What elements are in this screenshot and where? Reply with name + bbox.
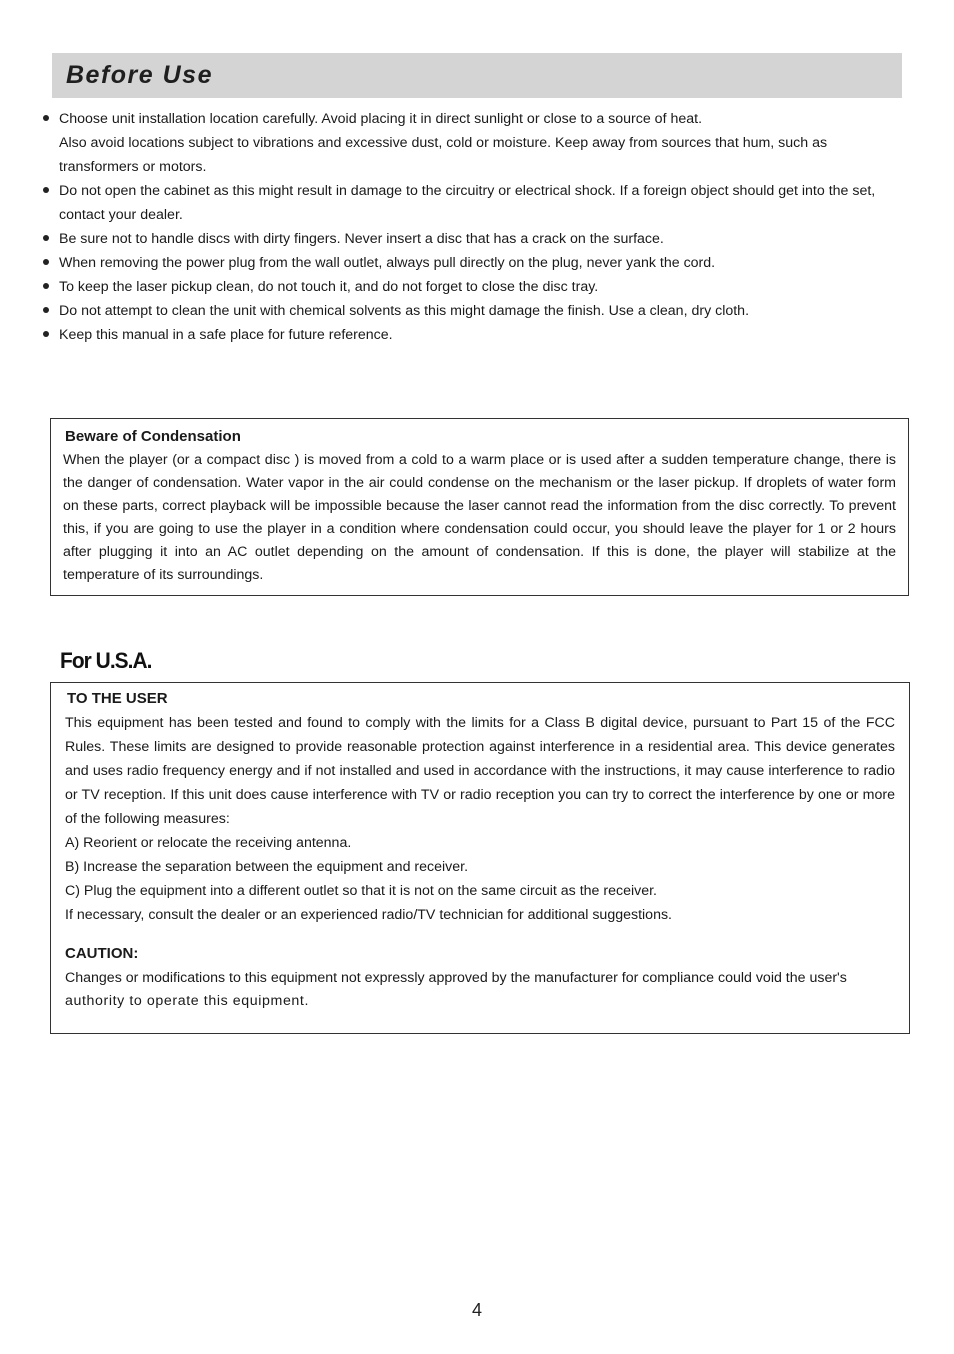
list-item-text: Do not open the cabinet as this might result in damage to the circuitry or electrical shock. If a foreign object should get into the set, contact your dealer.: [59, 183, 876, 223]
bullet-icon: [43, 115, 49, 121]
precautions-list: [40, 107, 900, 347]
list-item: [40, 251, 900, 275]
list-item: [40, 275, 900, 299]
bullet-icon: [43, 187, 49, 193]
to-the-user-title: TO THE USER: [67, 690, 168, 707]
list-item-continuation: Also avoid locations subject to vibrations and excessive dust, cold or moisture. Keep away from sources that hum, such as transformers or motors.: [59, 135, 828, 175]
fcc-notice: [50, 682, 910, 1034]
page-number: 4: [471, 1300, 482, 1320]
measure-item: C) Plug the equipment into a different outlet so that it is not on the same circuit as the receiver.: [65, 883, 657, 899]
bullet-icon: [43, 331, 49, 337]
list-item: [40, 179, 900, 227]
bullet-icon: [43, 307, 49, 313]
measure-item: B) Increase the separation between the equipment and receiver.: [65, 859, 469, 875]
measure-item: If necessary, consult the dealer or an experienced radio/TV technician for additional suggestions.: [65, 907, 672, 923]
list-item-text: Be sure not to handle discs with dirty fingers. Never insert a disc that has a crack on the surface.: [59, 231, 664, 247]
list-item: [40, 227, 900, 251]
page-title: Before Use: [66, 61, 213, 89]
list-item-text: Keep this manual in a safe place for future reference.: [59, 327, 393, 343]
caution-body: Changes or modifications to this equipment not expressly approved by the manufacturer for compliance could void the user's: [65, 970, 847, 986]
list-item-text: To keep the laser pickup clean, do not touch it, and do not forget to close the disc tray.: [59, 279, 599, 295]
bullet-icon: [43, 283, 49, 289]
caution-title: CAUTION:: [65, 945, 139, 962]
usa-heading: For U.S.A.: [60, 648, 152, 673]
fcc-body: This equipment has been tested and found to comply with the limits for a Class B digital device, pursuant to Part 15 of the FCC Rules. These limits are designed to provide reasonable protection against interference in a residential area. This device generates and uses radio frequency energy and if not installed and used in accordance with the instructions, it may cause interference to radio or TV reception. If this unit does cause interference with TV or radio reception you can try to correct the interference by one or more of the following measures:: [65, 715, 895, 827]
list-item-text: When removing the power plug from the wall outlet, always pull directly on the plug, never yank the cord.: [59, 255, 716, 271]
measure-item: A) Reorient or relocate the receiving antenna.: [65, 835, 352, 851]
caution-body-continuation: authority to operate this equipment.: [65, 993, 310, 1009]
condensation-title: Beware of Condensation: [65, 428, 241, 445]
list-item-text: Choose unit installation location carefully. Avoid placing it in direct sunlight or close to a source of heat.: [59, 111, 703, 127]
bullet-icon: [43, 235, 49, 241]
bullet-icon: [43, 259, 49, 265]
list-item: [40, 323, 900, 347]
condensation-notice: [50, 418, 909, 596]
list-item: [40, 107, 900, 179]
condensation-body: When the player (or a compact disc ) is moved from a cold to a warm place or is used after a sudden temperature change, there is the danger of condensation. Water vapor in the air could condense on the mechanism or the laser pickup. If droplets of water form on these parts, correct playback will be impossible because the laser cannot read the information from the disc correctly. To prevent this, if you are going to use the player in a condition where condensation could occur, you should leave the player for 1 or 2 hours after plugging it into an AC outlet depending on the amount of condensation. If this is done, the player will stabilize at the temperature of its surroundings.: [63, 452, 896, 583]
list-item: [40, 299, 900, 323]
section-header-bar: [52, 53, 902, 98]
list-item-text: Do not attempt to clean the unit with chemical solvents as this might damage the finish. Use a clean, dry cloth.: [59, 303, 750, 319]
